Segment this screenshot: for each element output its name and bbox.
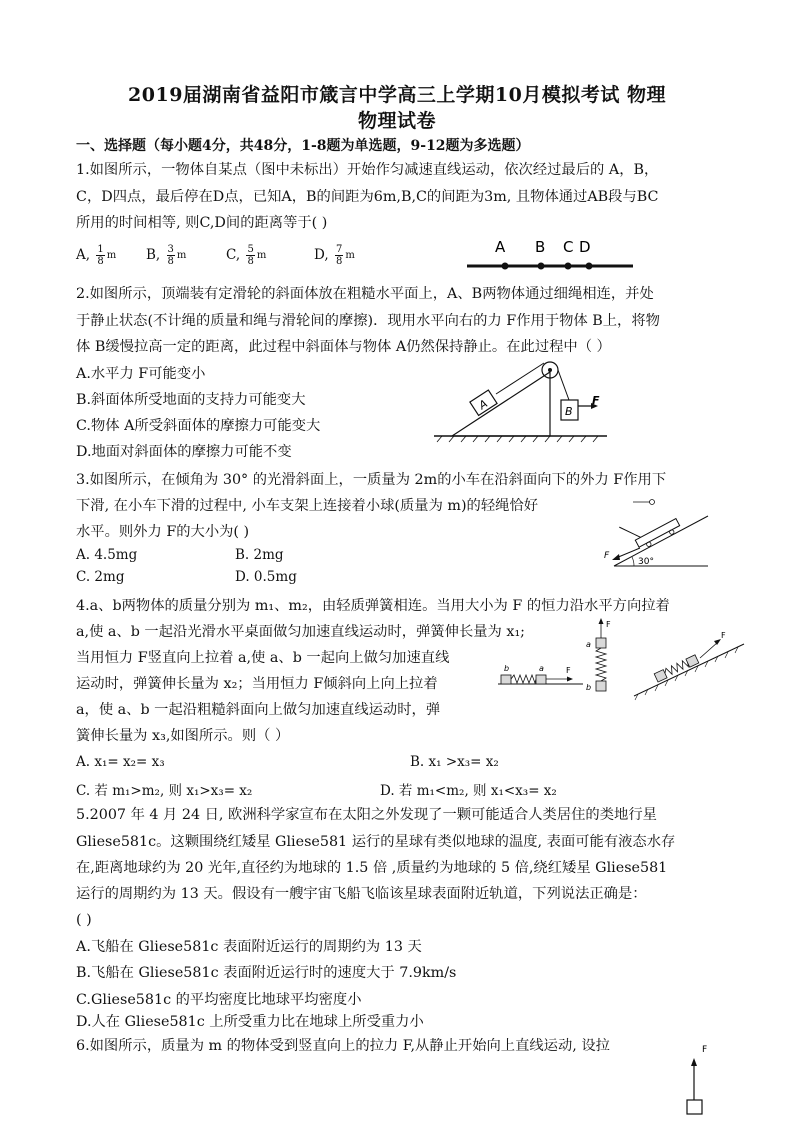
q4-option-a: A. x₁= x₂= x₃	[76, 754, 165, 770]
q1-label-c: C	[563, 238, 574, 256]
q1-line-2: C，D四点，最后停在D点，已知A，B的间距为6m,B,C的间距为3m, 且物体通过AB段与BC	[76, 189, 659, 205]
svg-text:b: b	[504, 664, 510, 673]
q1-option-d-fraction	[335, 244, 343, 267]
q2-line-3: 体 B缓慢拉高一定的距离，此过程中斜面体与物体 A仍然保持静止。在此过程中（ ）	[76, 339, 611, 355]
q5-line-4: 运行的周期约为 13 天。假设有一艘宇宙飞船飞临该星球表面附近轨道，下列说法正确是：	[76, 886, 647, 902]
q3-figure-incline	[600, 496, 712, 572]
q1-option-c-den: 8	[247, 256, 254, 267]
q1-label-b: B	[535, 238, 546, 256]
section-title: 一、选择题	[76, 138, 146, 154]
q1-option-b	[146, 244, 186, 267]
q1-option-d-label: D,	[314, 247, 329, 263]
q1-option-c-label: C,	[226, 247, 241, 263]
svg-text:A: A	[476, 397, 490, 413]
svg-text:F: F	[721, 631, 726, 640]
q1-point-d	[586, 263, 593, 270]
q1-option-a-num: 1	[97, 244, 104, 255]
q6-block	[687, 1100, 702, 1114]
q2-option-d: D.地面对斜面体的摩擦力可能不变	[76, 444, 292, 460]
q1-option-c-fraction	[246, 244, 254, 267]
q3-label-angle: 30°	[638, 557, 654, 567]
q1-option-d-unit: m	[345, 250, 355, 261]
q3-line-1: 3.如图所示，在倾角为 30° 的光滑斜面上，一质量为 2m的小车在沿斜面向下的外力 F作用下	[76, 472, 667, 488]
svg-text:b: b	[586, 683, 592, 692]
svg-text:a: a	[539, 664, 544, 673]
q1-point-c	[565, 263, 572, 270]
q5-line-2: Gliese581c。这颗围绕红矮星 Gliese581 运行的星球有类似地球的温度, 表面可能有液态水存	[76, 834, 676, 850]
q4-figure-horizontal	[498, 664, 583, 684]
q3-incline-surface	[614, 516, 708, 566]
q4-option-d: D. 若 m₁<m₂, 则 x₁<x₃= x₂	[380, 783, 557, 799]
q4-option-b: B. x₁ >x₃= x₂	[410, 754, 499, 770]
q1-option-a-den: 8	[97, 256, 104, 267]
q3-force-arrow	[616, 548, 640, 558]
q4-line-5: a，使 a、b 一起沿粗糙斜面向上做匀加速直线运动时，弹	[76, 702, 441, 718]
q1-option-d-num: 7	[335, 244, 343, 255]
q2-rope-vertical	[558, 370, 569, 400]
exam-subtitle: 物理试卷	[357, 110, 436, 132]
q1-option-d-den: 8	[335, 256, 343, 267]
q1-option-a-label: A,	[76, 247, 91, 263]
q3-option-c: C. 2mg	[76, 569, 125, 585]
q2-line-2: 于静止状态(不计绳的质量和绳与滑轮间的摩擦)．现用水平向右的力 F作用于物体 B上，将物	[76, 313, 660, 329]
q1-option-c	[226, 244, 266, 267]
q1-line-3: 所用的时间相等, 则C,D间的距离等于( )	[76, 215, 328, 231]
q5-line-1: 5.2007 年 4 月 24 日, 欧洲科学家宣布在太阳之外发现了一颗可能适合人类居住的类地行星	[76, 807, 657, 823]
q5-option-d: D.人在 Gliese581c 上所受重力比在地球上所受重力小	[76, 1014, 424, 1030]
svg-text:F: F	[606, 620, 611, 629]
q3-option-a: A. 4.5mg	[76, 547, 138, 563]
q5-line-3: 在,距离地球约为 20 光年,直径约为地球的 1.5 倍 ,质量约为地球的 5 倍,绕红矮星 Gliese581	[76, 860, 668, 876]
q2-option-a: A.水平力 F可能变小	[76, 366, 206, 382]
q1-option-b-label: B,	[146, 247, 161, 263]
q4-line-3: 当用恒力 F竖直向上拉着 a,使 a、b 一起向上做匀加速直线	[76, 650, 450, 666]
q3-angle-arc	[632, 557, 634, 566]
q5-option-a: A.飞船在 Gliese581c 表面附近运行的周期约为 13 天	[76, 939, 422, 955]
q2-ground-hatching	[437, 436, 598, 442]
q4-figure-inclined	[634, 631, 744, 700]
section-note: （每小题4分，共48分，1-8题为单选题，9-12题为多选题）	[146, 138, 530, 154]
q2-pulley-axle	[548, 368, 552, 372]
q1-option-c-num: 5	[247, 244, 254, 255]
q3-line-3: 水平。则外力 F的大小为( )	[76, 524, 250, 540]
q4-line-2: a,使 a、b 一起沿光滑水平桌面做匀加速直线运动时，弹簧伸长量为 x₁;	[76, 624, 526, 640]
q3-line-2: 下滑, 在小车下滑的过程中, 小车支架上连接着小球(质量为 m)的轻绳恰好	[76, 498, 539, 514]
q1-figure-line	[465, 232, 635, 274]
q3-ball	[650, 500, 655, 505]
q1-option-a-fraction	[96, 244, 104, 267]
q5-option-c: C.Gliese581c 的平均密度比地球平均密度小	[76, 992, 362, 1008]
q2-label-b: B	[565, 405, 573, 418]
q1-option-b-unit: m	[176, 250, 187, 261]
q2-block-a	[470, 390, 497, 415]
q1-point-a	[502, 263, 509, 270]
q4-line-4: 运动时，弹簧伸长量为 x₂；当用恒力 F倾斜向上向上拉着	[76, 676, 438, 692]
q1-line-1: 1.如图所示，一物体自某点（图中未标出）开始作匀减速直线运动，依次经过最后的 A，B，	[76, 162, 659, 178]
svg-text:F: F	[566, 666, 571, 675]
q4-figure-vertical	[586, 618, 611, 692]
q1-option-b-fraction	[167, 244, 175, 267]
q2-label-f: F	[592, 394, 600, 407]
q4-line-6: 簧伸长量为 x₃,如图所示。则（ ）	[76, 728, 290, 744]
svg-text:a: a	[586, 640, 591, 649]
q1-label-d: D	[579, 238, 591, 256]
q1-point-b	[538, 263, 545, 270]
q6-figure	[682, 1038, 712, 1118]
q3-option-d: D. 0.5mg	[235, 569, 297, 585]
q1-label-a: A	[495, 238, 506, 256]
q3-option-b: B. 2mg	[235, 547, 284, 563]
q2-rope-incline	[496, 363, 544, 394]
q5-line-5: ( )	[76, 912, 92, 928]
q1-option-a-unit: m	[106, 250, 117, 261]
q6-line-1: 6.如图所示，质量为 m 的物体受到竖直向上的拉力 F,从静止开始向上直线运动, 设拉	[76, 1038, 610, 1054]
q4-figures	[498, 618, 748, 703]
q5-option-b: B.飞船在 Gliese581c 表面附近运行时的速度大于 7.9km/s	[76, 965, 457, 981]
q3-force-arrowhead	[612, 554, 620, 560]
q4-line-1: 4.a、b两物体的质量分别为 m₁、m₂，由轻质弹簧相连。当用大小为 F 的恒力沿水平方向拉着	[76, 598, 670, 614]
q6-force-arrowhead	[691, 1058, 697, 1066]
q1-option-b-num: 3	[167, 244, 174, 255]
q2-option-c: C.物体 A所受斜面体的摩擦力可能变大	[76, 418, 321, 434]
q1-option-a	[76, 244, 116, 267]
q1-option-b-den: 8	[167, 256, 174, 267]
q6-label-f: F	[702, 1045, 708, 1055]
q2-incline-body	[452, 372, 550, 436]
q2-option-b: B.斜面体所受地面的支持力可能变大	[76, 392, 306, 408]
q4-option-c: C. 若 m₁>m₂, 则 x₁>x₃= x₂	[76, 783, 253, 799]
exam-title: 2019届湖南省益阳市箴言中学高三上学期10月模拟考试 物理	[128, 84, 666, 106]
q3-label-f: F	[604, 551, 610, 561]
section-heading	[76, 135, 530, 155]
q1-option-c-unit: m	[256, 250, 267, 261]
q2-line-1: 2.如图所示，顶端装有定滑轮的斜面体放在粗糙水平面上，A、B两物体通过细绳相连，并处	[76, 286, 654, 302]
q2-figure-incline	[432, 358, 612, 443]
q1-option-d	[314, 244, 355, 267]
